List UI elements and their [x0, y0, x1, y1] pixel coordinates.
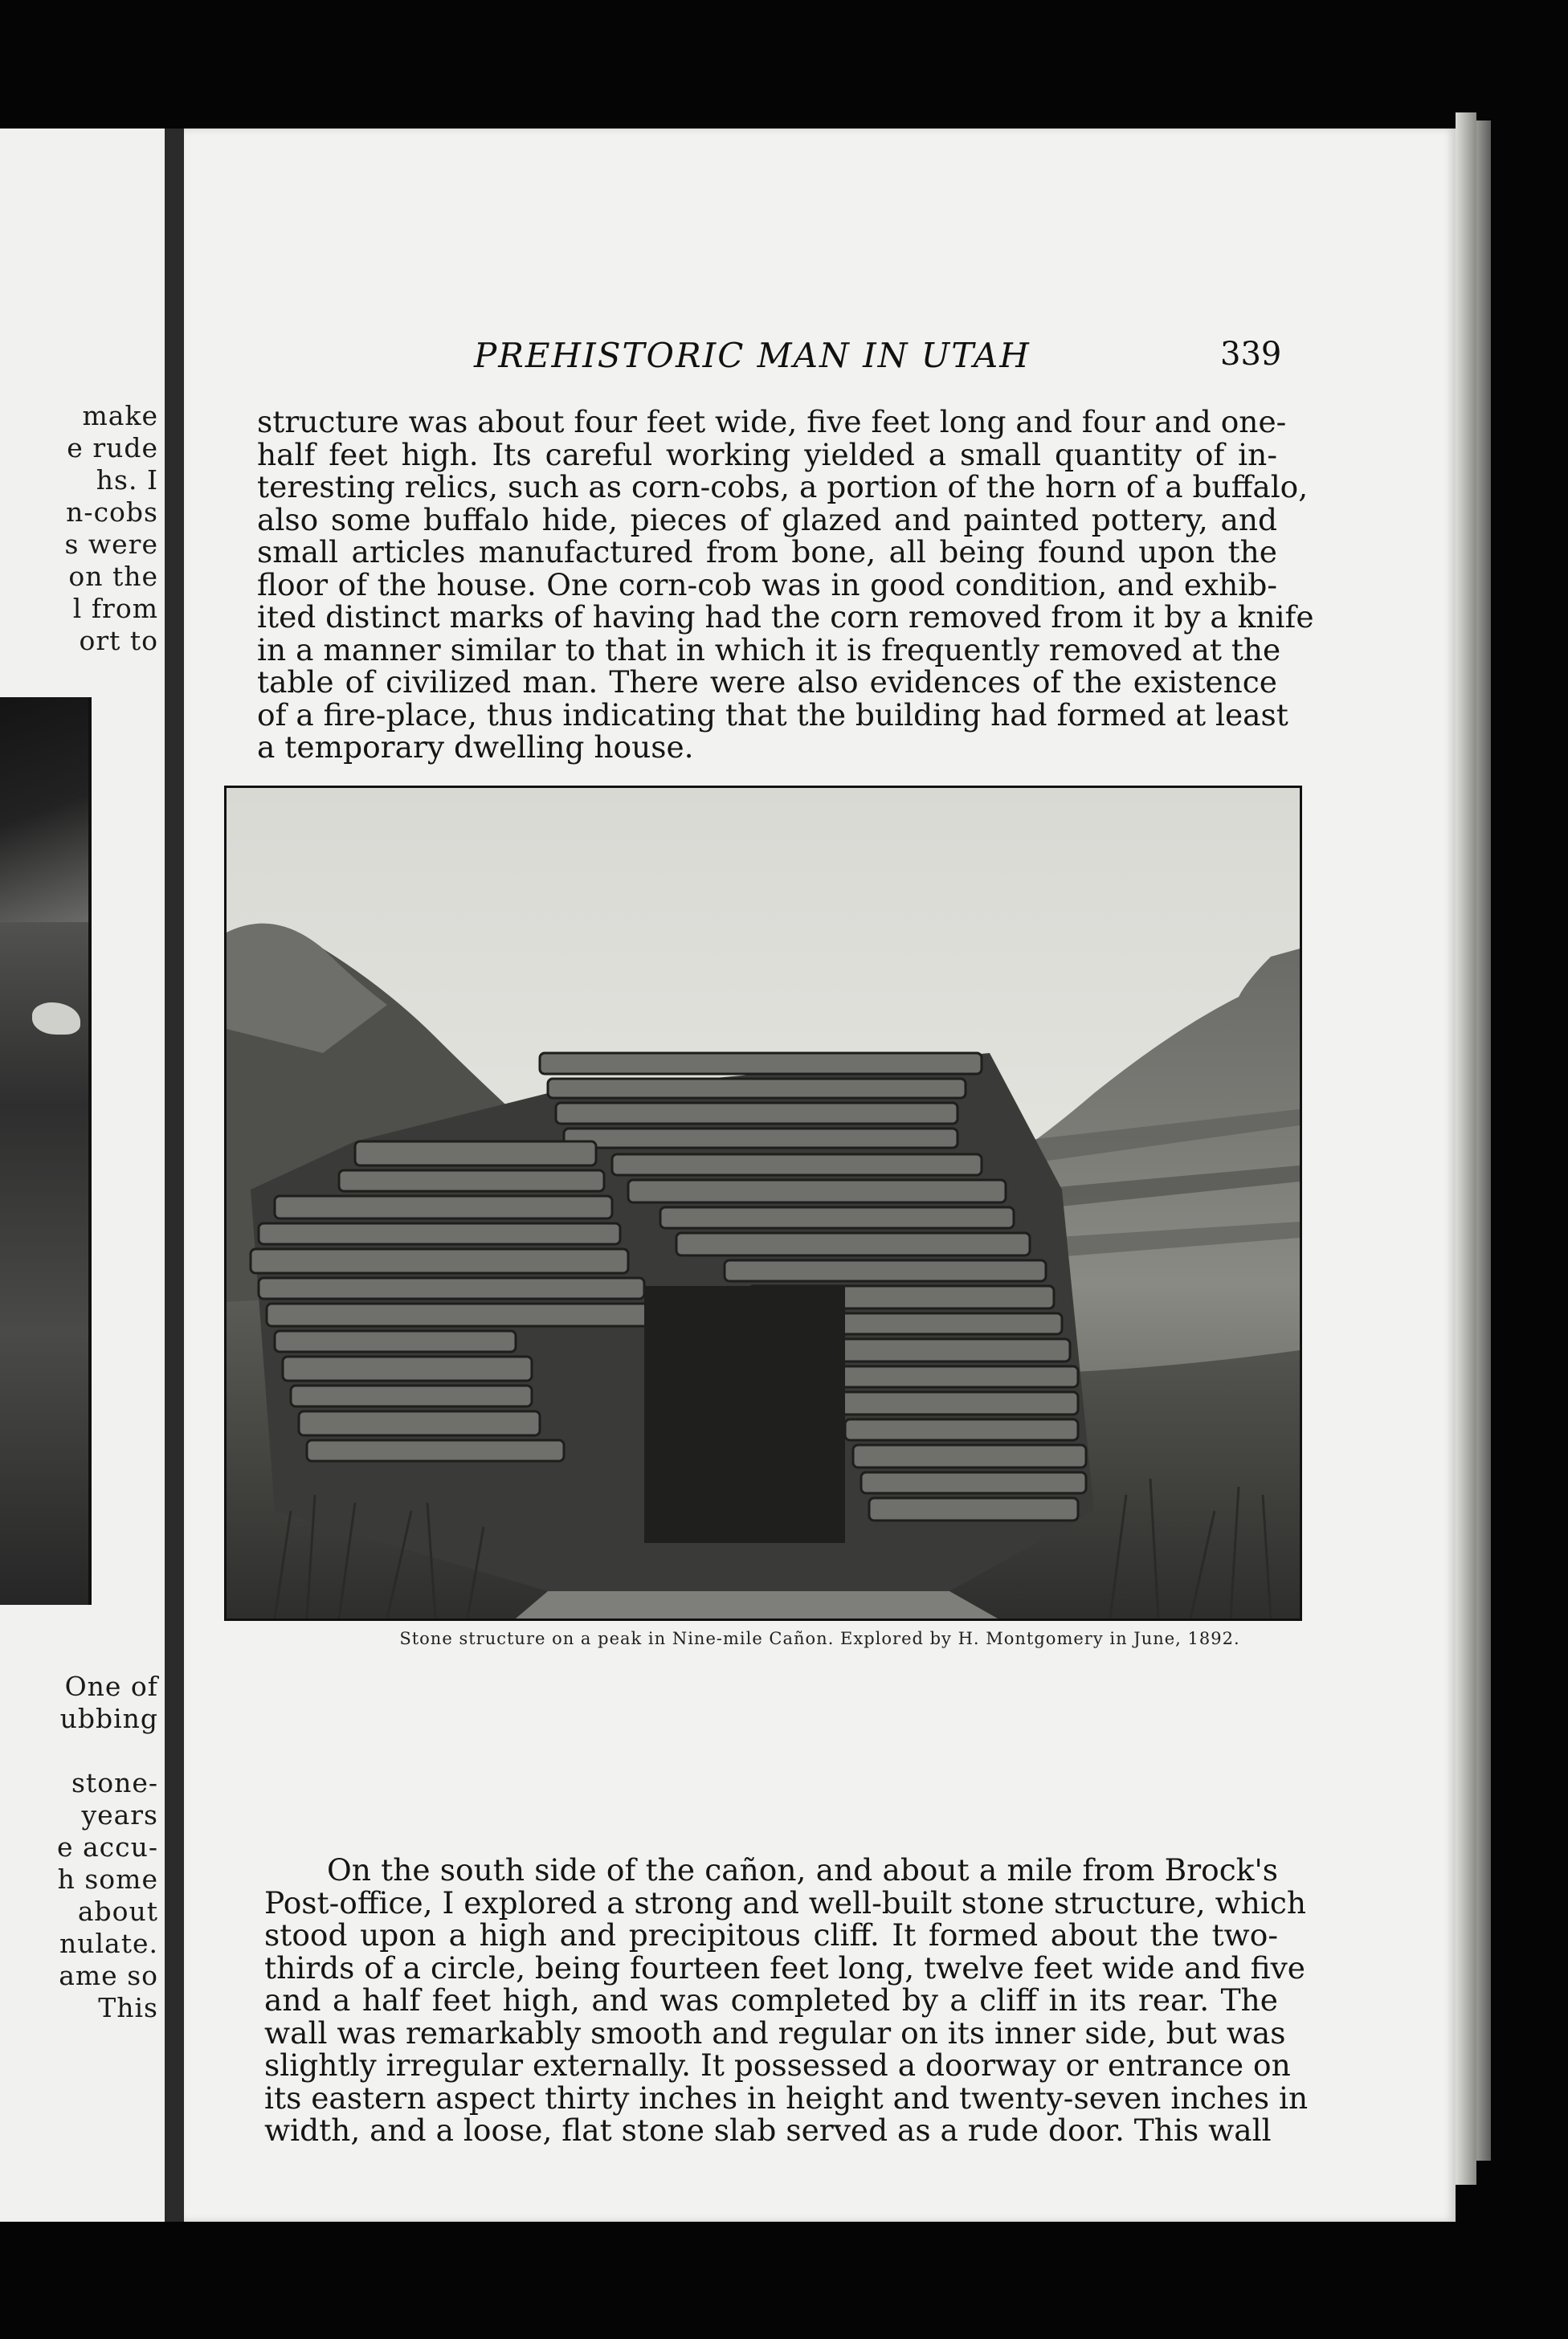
- previous-page-line: e accu-: [56, 1831, 158, 1863]
- previous-page-line: n-cobs: [66, 496, 158, 528]
- text-line: also some buffalo hide, pieces of glazed and painted pottery, and: [257, 501, 1277, 537]
- page-header: [184, 336, 1456, 384]
- previous-page-line: on the: [68, 561, 158, 592]
- stone-structure-photo: [227, 788, 1300, 1619]
- text-line: teresting relics, such as corn-cobs, a portion of the horn of a buffalo,: [257, 469, 1309, 504]
- previous-page: [0, 129, 165, 2222]
- text-line: slightly irregular externally. It possessed a doorway or entrance on: [264, 2047, 1291, 2083]
- text-line: its eastern aspect thirty inches in height and twenty-seven inches in: [264, 2080, 1309, 2116]
- text-line: of a fire-place, thus indicating that the building had formed at least: [257, 696, 1288, 733]
- previous-page-line: One of: [64, 1671, 158, 1702]
- text-line: wall was remarkably smooth and regular on its inner side, but was: [264, 2014, 1286, 2051]
- running-title: PREHISTORIC MAN IN UTAH: [474, 336, 1031, 375]
- figure-photo: [224, 786, 1302, 1621]
- previous-page-line: about: [77, 1896, 158, 1927]
- previous-page-line: ubbing: [59, 1703, 158, 1734]
- text-line: and a half feet high, and was completed by a cliff in its rear. The: [264, 1982, 1278, 2018]
- previous-page-line: nulate.: [59, 1928, 158, 1959]
- text-line: thirds of a circle, being fourteen feet long, twelve feet wide and five: [264, 1949, 1306, 1986]
- figure-caption: Stone structure on a peak in Nine-mile Cañon. Explored by H. Montgomery in June, 1892.: [399, 1629, 1240, 1648]
- previous-page-line: years: [81, 1799, 158, 1831]
- text-line: width, and a loose, flat stone slab served as a rude door. This wall: [264, 2112, 1272, 2148]
- paragraph-1: [257, 404, 1314, 765]
- text-line: structure was about four feet wide, five feet long and four and one-: [257, 404, 1287, 439]
- previous-page-line: ort to: [79, 625, 158, 656]
- text-line: stood upon a high and precipitous cliff. It formed about the two-: [264, 1917, 1278, 1953]
- page-edge: [1456, 112, 1476, 2185]
- text-line: floor of the house. One corn-cob was in good condition, and exhib-: [257, 566, 1277, 602]
- text-line: half feet high. Its careful working yielded a small quantity of in-: [257, 436, 1277, 472]
- book-page: [184, 129, 1456, 2222]
- text-line: small articles manufactured from bone, all being found upon the: [257, 534, 1277, 569]
- paragraph-2: [264, 1852, 1309, 2148]
- previous-page-line: stone-: [71, 1767, 158, 1798]
- text-line: On the south side of the cañon, and about a mile from Brock's: [327, 1852, 1278, 1888]
- previous-page-line: ame so: [59, 1960, 158, 1991]
- previous-page-line: hs. I: [96, 464, 158, 496]
- text-line: ited distinct marks of having had the corn removed from it by a knife: [257, 599, 1314, 635]
- previous-page-line: make: [82, 400, 158, 431]
- page-edge-shadow: [1476, 120, 1491, 2161]
- book-gutter: [165, 129, 184, 2222]
- previous-page-photo: [0, 697, 92, 1605]
- text-line: Post-office, I explored a strong and well-built stone structure, which: [264, 1884, 1307, 1921]
- page-number: 339: [1220, 336, 1282, 373]
- previous-page-line: h some: [57, 1863, 158, 1895]
- previous-page-line: l from: [72, 593, 158, 624]
- text-line: a temporary dwelling house.: [257, 729, 694, 765]
- previous-page-line: This: [98, 1992, 158, 2023]
- text-line: table of civilized man. There were also evidences of the existence: [257, 664, 1277, 700]
- previous-page-line: s were: [64, 529, 158, 560]
- text-line: in a manner similar to that in which it is frequently removed at the: [257, 631, 1281, 667]
- previous-page-line: e rude: [67, 432, 158, 463]
